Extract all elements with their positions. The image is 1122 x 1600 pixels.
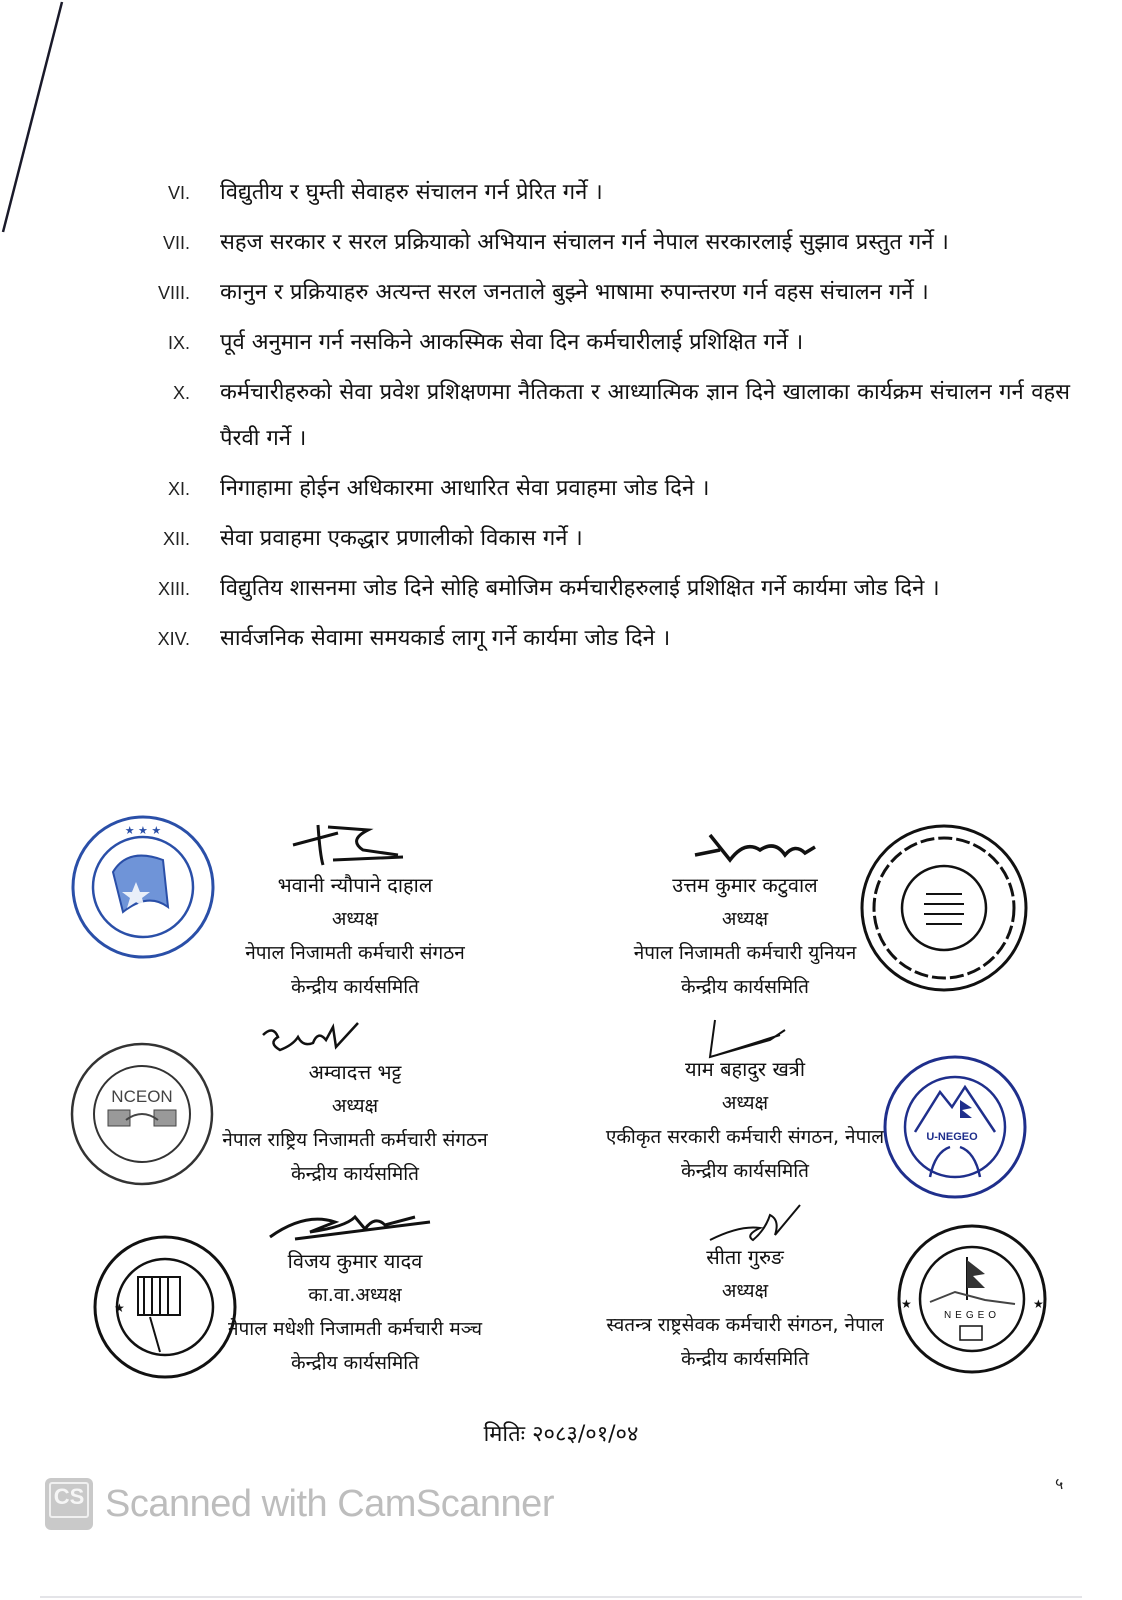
signatory-committee: केन्द्रीय कार्यसमिति [291,1352,419,1374]
list-item [140,516,1070,562]
camscanner-watermark [45,1478,554,1530]
signatory-name: याम बहादुर खत्री [684,1057,806,1081]
signatory-organization: स्वतन्त्र राष्ट्रसेवक कर्मचारी संगठन, नेपाल [606,1314,884,1336]
signatory-organization: नेपाल राष्ट्रिय निजामती कर्मचारी संगठन [222,1129,488,1151]
page-edge [40,1596,1082,1598]
numbered-list [140,170,1070,666]
item-number: XII. [162,529,190,549]
signatory-block [575,1240,915,1376]
item-number: IX. [167,333,190,353]
signatory-block [575,1052,915,1188]
camscanner-text: Scanned with CamScanner [105,1482,554,1525]
item-text: पूर्व अनुमान गर्न नसकिने आकस्मिक सेवा दिन कर्मचारीलाई प्रशिक्षित गर्ने । [220,330,804,355]
signatory-block [190,868,520,1004]
signatory-block [190,1055,520,1191]
item-text: कर्मचारीहरुको सेवा प्रवेश प्रशिक्षणमा नैतिकता र आध्यात्मिक ज्ञान दिने खालाका कार्यक्रम संचालन गर्न वहस पैरवी गर्ने । [220,380,1070,451]
list-item [140,466,1070,512]
svg-text:★ ★ ★: ★ ★ ★ [124,824,162,837]
document-date: मितिः २०८३/०१/०४ [483,1422,639,1447]
svg-text:★: ★ [114,1301,125,1315]
item-number: XIV. [157,629,190,649]
signatory-block [190,1244,520,1380]
list-item [140,220,1070,266]
item-number: VIII. [157,283,190,303]
scan-edge-line [0,0,80,240]
signatory-name: उत्तम कुमार कटुवाल [672,873,818,897]
svg-text:NEGEO: NEGEO [943,1310,1001,1321]
svg-text:U-NEGEO: U-NEGEO [926,1131,978,1143]
signatory-committee: केन्द्रीय कार्यसमिति [291,976,419,998]
item-number: X. [172,383,190,403]
signatory-organization: नेपाल निजामती कर्मचारी युनियन [633,942,857,964]
signatory-committee: केन्द्रीय कार्यसमिति [681,1160,809,1182]
signatory-organization: एकीकृत सरकारी कर्मचारी संगठन, नेपाल [605,1126,885,1148]
svg-text:★: ★ [901,1297,912,1311]
camscanner-logo-icon: CS [45,1478,93,1530]
signatory-name: भवानी न्यौपाने दाहाल [277,873,433,897]
item-text: निगाहामा होईन अधिकारमा आधारित सेवा प्रवाहमा जोड दिने । [220,476,710,501]
signatory-title: अध्यक्ष [721,1280,769,1302]
svg-text:★: ★ [1033,1297,1044,1311]
item-text: सार्वजनिक सेवामा समयकार्ड लागू गर्ने कार्यमा जोड दिने । [220,626,671,651]
signatory-organization: नेपाल निजामती कर्मचारी संगठन [245,942,465,964]
signatory-committee: केन्द्रीय कार्यसमिति [681,1348,809,1370]
organization-stamp-icon [858,822,1030,994]
signatory-organization: नेपाल मधेशी निजामती कर्मचारी मञ्च [227,1318,483,1340]
signatory-committee: केन्द्रीय कार्यसमिति [681,976,809,998]
list-item [140,320,1070,366]
signatory-title: अध्यक्ष [331,908,379,930]
item-text: कानुन र प्रक्रियाहरु अत्यन्त सरल जनताले बुझ्ने भाषामा रुपान्तरण गर्न वहस संचालन गर्ने । [220,280,929,305]
signatory-name: सीता गुरुङ [706,1245,784,1269]
item-text: सेवा प्रवाहमा एकद्धार प्रणालीको विकास गर्ने । [220,526,583,551]
signatory-committee: केन्द्रीय कार्यसमिति [291,1163,419,1185]
list-item [140,616,1070,662]
signature-mark [690,825,820,870]
list-item [140,370,1070,462]
item-number: XI. [167,479,190,499]
signature-mark [288,815,408,870]
item-number: VII. [162,233,190,253]
item-number: VI. [167,183,190,203]
list-item [140,170,1070,216]
signature-mark [265,1207,435,1247]
page-number: ५ [1055,1474,1064,1493]
signatory-title: अध्यक्ष [721,1092,769,1114]
organization-stamp-icon [895,1222,1050,1377]
signatory-title: अध्यक्ष [721,908,769,930]
item-text: विद्युतीय र घुम्ती सेवाहरु संचालन गर्न प्रेरित गर्ने । [220,180,603,205]
signatory-title: अध्यक्ष [331,1095,379,1117]
organization-stamp-icon [880,1052,1030,1202]
signatory-name: अम्वादत्त भट्ट [308,1060,402,1084]
signatory-title: का.वा.अध्यक्ष [308,1284,402,1306]
svg-text:NCEON: NCEON [111,1087,173,1106]
item-text: सहज सरकार र सरल प्रक्रियाको अभियान संचालन गर्न नेपाल सरकारलाई सुझाव प्रस्तुत गर्ने । [220,230,949,255]
list-item [140,270,1070,316]
list-item [140,566,1070,612]
signatory-name: विजय कुमार यादव [287,1249,423,1273]
item-text: विद्युतिय शासनमा जोड दिने सोहि बमोजिम कर्मचारीहरुलाई प्रशिक्षित गर्ने कार्यमा जोड दिने । [220,576,940,601]
item-number: XIII. [157,579,190,599]
